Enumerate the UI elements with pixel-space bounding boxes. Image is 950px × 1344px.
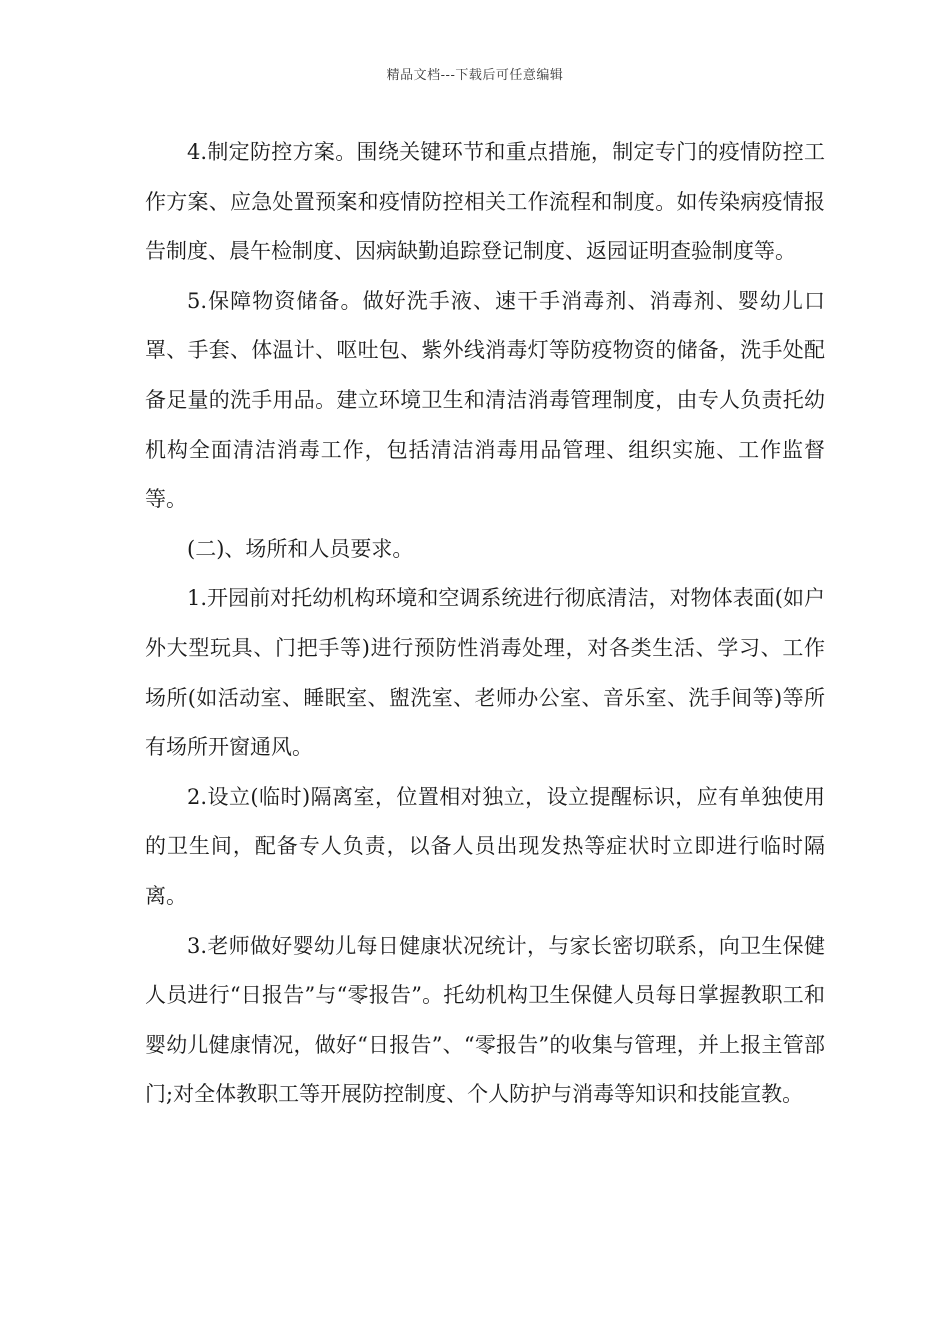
paragraph-isolation-room: 2.设立(临时)隔离室，位置相对独立，设立提醒标识，应有单独使用的卫生间，配备专人负责，以备人员出现发热等症状时立即进行临时隔离。: [145, 784, 825, 908]
paragraph-supplies-reserve: 5.保障物资储备。做好洗手液、速干手消毒剂、消毒剂、婴幼儿口罩、手套、体温计、呕吐包、紫外线消毒灯等防疫物资的储备，洗手处配备足量的洗手用品。建立环境卫生和清洁消毒管理制度，由专人负责托幼机构全面清洁消毒工作，包括清洁消毒用品管理、组织实施、工作监督等。: [145, 288, 825, 512]
paragraph-cleaning-before-opening: 1.开园前对托幼机构环境和空调系统进行彻底清洁，对物体表面(如户外大型玩具、门把手等)进行预防性消毒处理，对各类生活、学习、工作场所(如活动室、睡眠室、盥洗室、老师办公室、音乐室、洗手间等)等所有场所开窗通风。: [145, 586, 825, 760]
document-body: [145, 128, 825, 1120]
paragraph-health-reporting: 3.老师做好婴幼儿每日健康状况统计，与家长密切联系，向卫生保健人员进行“日报告”与“零报告”。托幼机构卫生保健人员每日掌握教职工和婴幼儿健康情况，做好“日报告”、“零报告”的收集与管理，并上报主管部门;对全体教职工等开展防控制度、个人防护与消毒等知识和技能宣教。: [145, 933, 825, 1107]
paragraph-prevention-plan: 4.制定防控方案。围绕关键环节和重点措施，制定专门的疫情防控工作方案、应急处置预案和疫情防控相关工作流程和制度。如传染病疫情报告制度、晨午检制度、因病缺勤追踪登记制度、返园证明查验制度等。: [145, 140, 825, 264]
section-heading-venue-personnel: (二)、场所和人员要求。: [187, 536, 414, 561]
page-header: 精品文档---下载后可任意编辑: [386, 68, 564, 83]
